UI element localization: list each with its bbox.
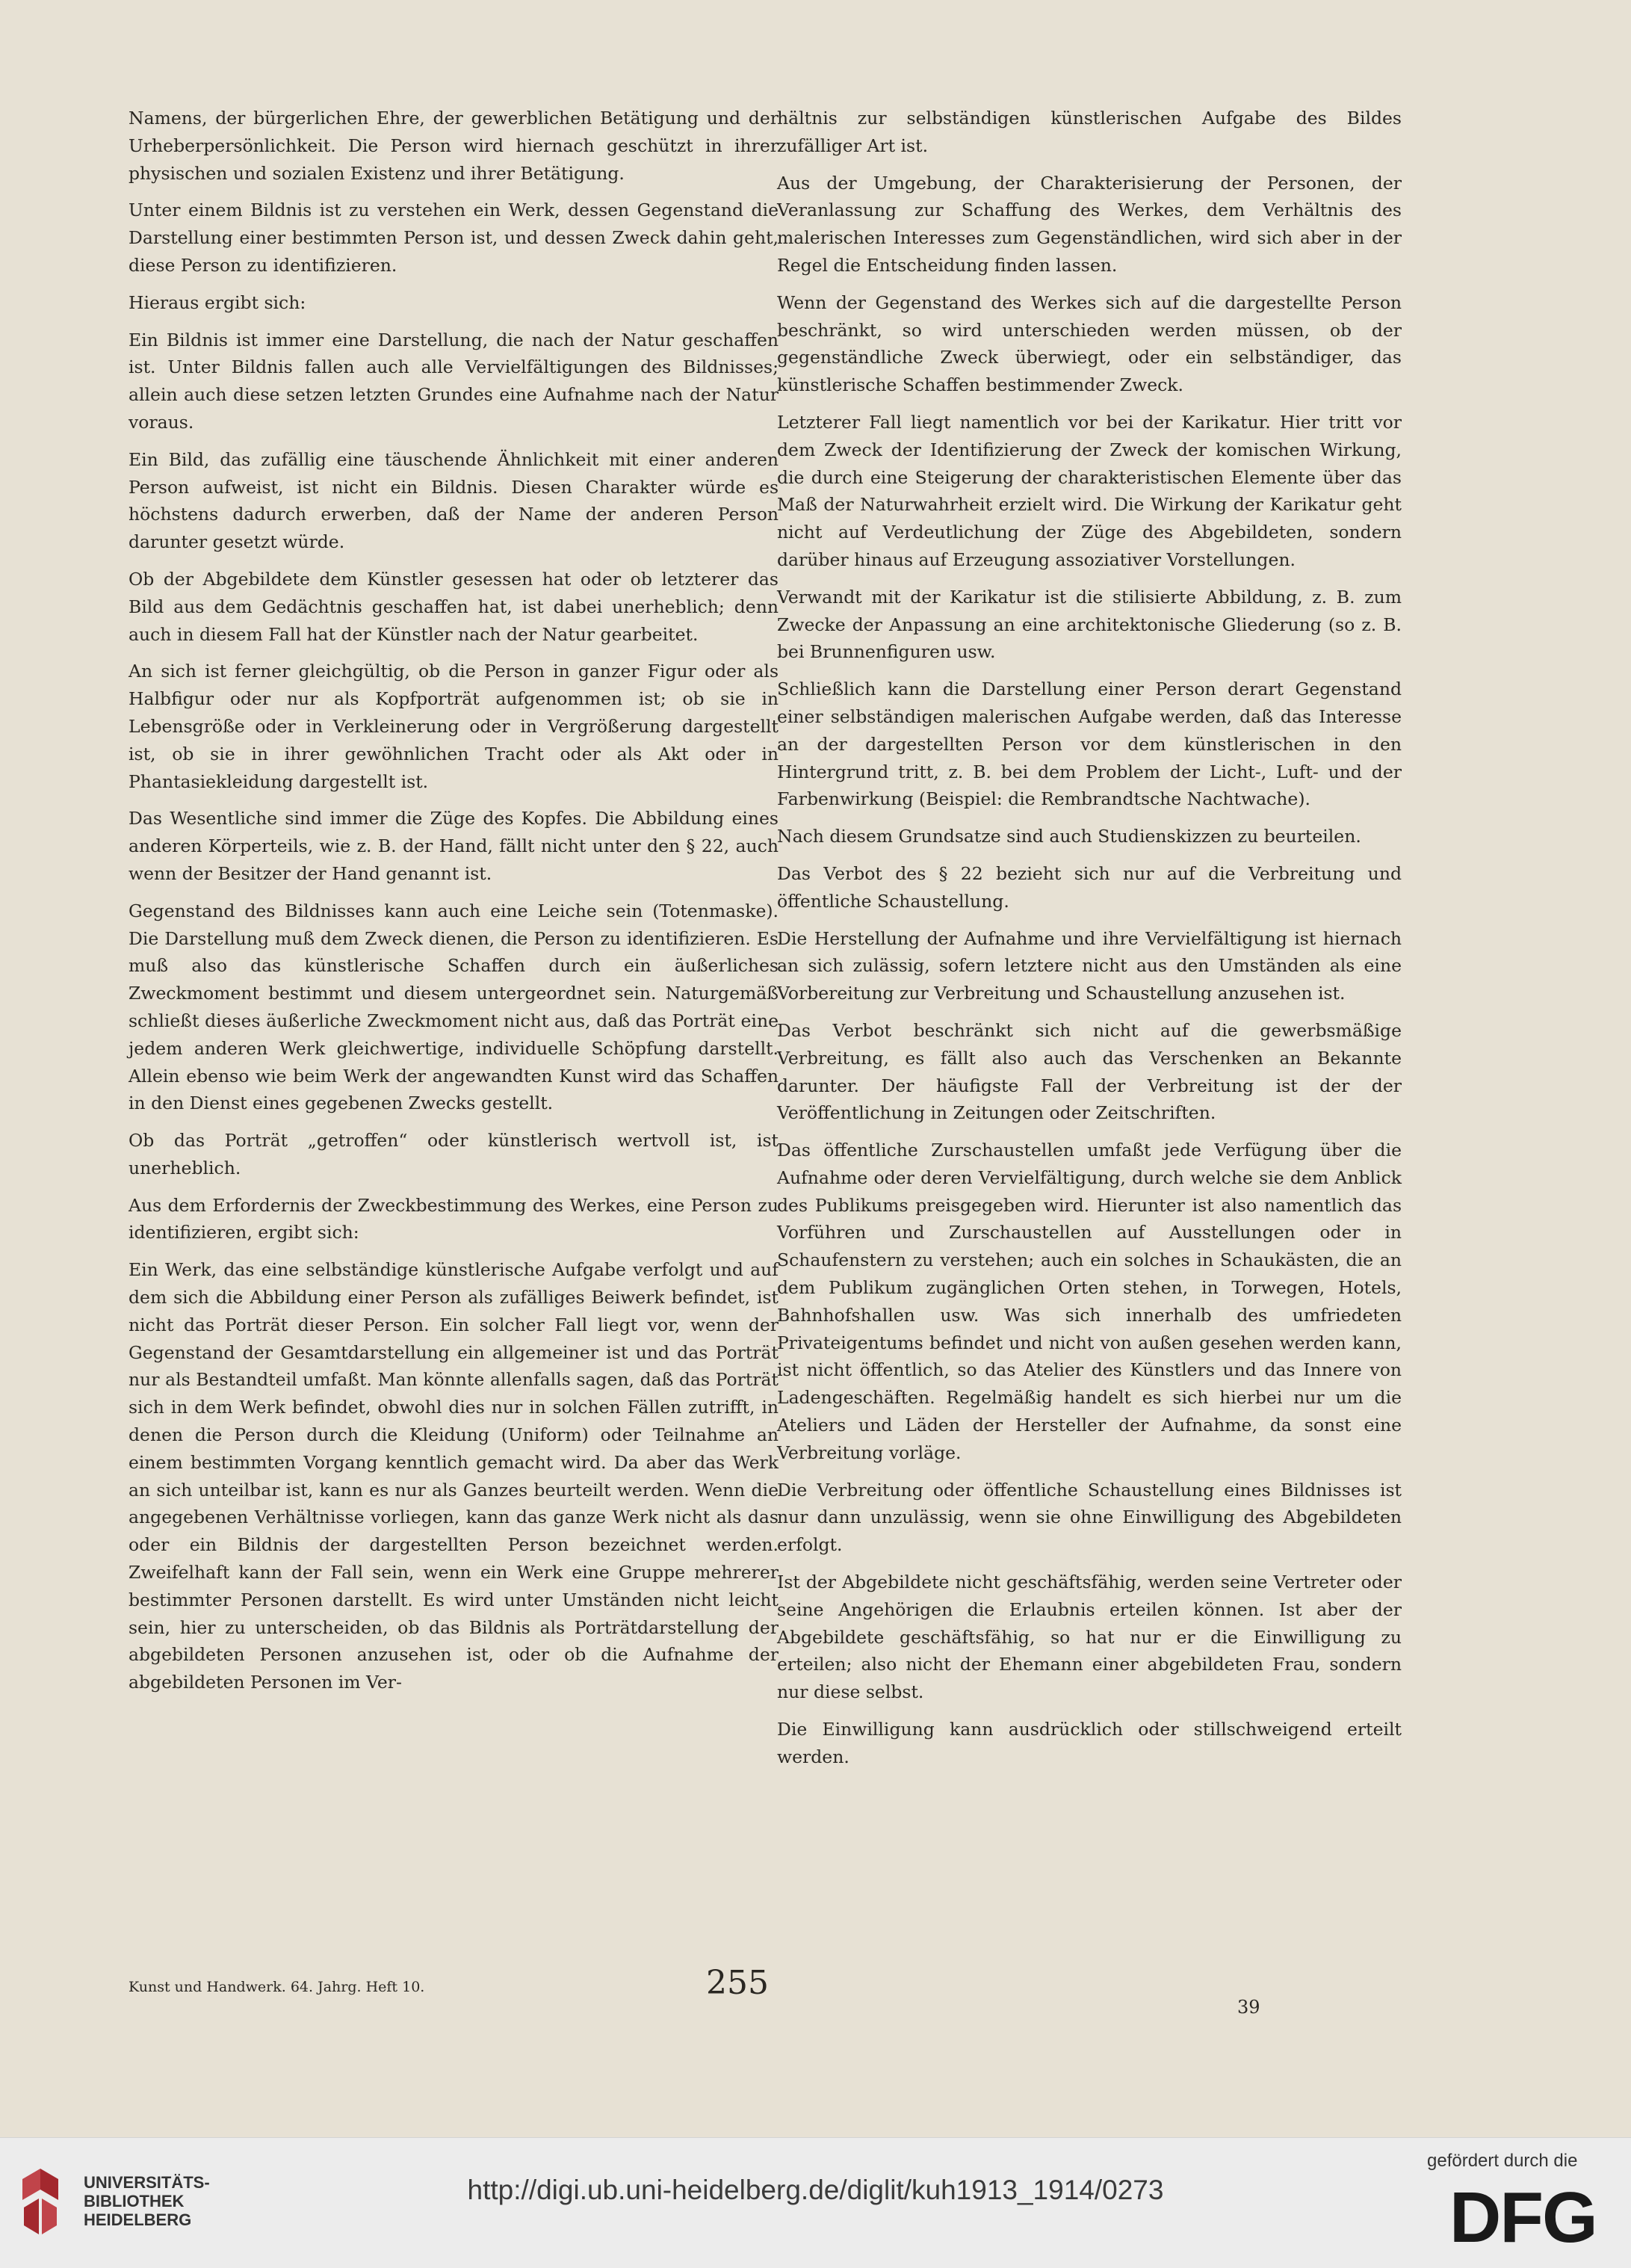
dfg-logo[interactable]: DFG	[1449, 2178, 1597, 2258]
page-number: 255	[706, 1964, 769, 2002]
paragraph: Schließlich kann die Darstellung einer Person derart Gegenstand einer selbständigen malerischen Aufgabe werden, daß das Interesse an der dargestellten Person vor dem künstlerischen in den Hintergrund tritt, z. B. bei dem Problem der Licht-, Luft- und der Farbenwirkung (Beispiel: die Rembrandtsche Nachtwache).	[777, 679, 1402, 810]
paragraph: Ob das Porträt „getroffen“ oder künstlerisch wertvoll ist, ist unerheblich.	[129, 1130, 779, 1178]
paragraph: Ein Bild, das zufällig eine täuschende Ähnlichkeit mit einer anderen Person aufweist, ist nicht ein Bildnis. Diesen Charakter würde es höchstens dadurch erwerben, daß der Name der anderen Person darunter gesetzt würde.	[129, 448, 779, 553]
library-name-line: UNIVERSITÄTS-	[84, 2173, 210, 2192]
paragraph: Aus dem Erfordernis der Zweckbestimmung des Werkes, eine Person zu identifizieren, ergibt sich:	[129, 1194, 779, 1243]
paragraph: Die Verbreitung oder öffentliche Schaustellung eines Bildnisses ist nur dann unzulässig, wenn sie ohne Einwilligung des Abgebildeten erfolgt.	[777, 1479, 1402, 1556]
library-name-line: BIBLIOTHEK	[84, 2192, 185, 2210]
paragraph: An sich ist ferner gleichgültig, ob die Person in ganzer Figur oder als Halbfigur oder nur als Kopfporträt aufgenommen ist; ob sie in Lebensgröße oder in Verkleinerung oder in Vergrößerung dargestellt ist, ob sie in ihrer gewöhnlichen Tracht oder als Akt oder in Phantasiekleidung dargestellt ist.	[129, 661, 779, 792]
paragraph: Das Wesentliche sind immer die Züge des Kopfes. Die Abbildung eines anderen Körperteils, wie z. B. der Hand, fällt nicht unter den § 22, auch wenn der Besitzer der Hand genannt ist.	[129, 808, 779, 884]
funded-by-label: gefördert durch die	[1427, 2151, 1578, 2171]
paragraph: Das Verbot beschränkt sich nicht auf die gewerbsmäßige Verbreitung, es fällt also auch das Verschenken an Bekannte darunter. Der häufigste Fall der Verbreitung ist der der Veröffentlichung in Zeitungen oder Zeitschriften.	[777, 1019, 1402, 1124]
left-column	[129, 105, 779, 1706]
permalink-url[interactable]: http://digi.ub.uni-heidelberg.de/diglit/kuh1913_1914/0273	[467, 2175, 1164, 2205]
paragraph: Ist der Abgebildete nicht geschäftsfähig, werden seine Vertreter oder seine Angehörigen die Erlaubnis erteilen können. Ist aber der Abgebildete geschäftsfähig, so hat nur er die Einwilligung zu erteilen; also nicht der Ehemann einer abgebildeten Frau, sondern nur diese selbst.	[777, 1572, 1402, 1703]
paragraph: Das öffentliche Zurschaustellen umfaßt jede Verfügung über die Aufnahme oder deren Vervielfältigung, durch welche sie dem Anblick des Publikums preisgegeben wird. Hierunter ist also namentlich das Vorführen und Zurschaustellen auf Ausstellungen oder in Schaufenstern zu verstehen; auch ein solches in Schaukästen, die an dem Publikum zugänglichen Orten stehen, in Torwegen, Hotels, Bahnhofshallen usw. Was sich innerhalb des umfriedeten Privateigentums befindet und nicht von außen gesehen werden kann, ist nicht öffentlich, so das Atelier des Künstlers und das Innere von Ladengeschäften. Regelmäßig handelt es sich hierbei nur um die Ateliers und Läden der Hersteller der Aufnahme, da sonst eine Verbreitung vorläge.	[777, 1140, 1402, 1463]
paragraph: Aus der Umgebung, der Charakterisierung der Personen, der Veranlassung zur Schaffung des Werkes, dem Verhältnis des malerischen Interesses zum Gegenständlichen, wird sich aber in der Regel die Entscheidung finden lassen.	[777, 172, 1402, 276]
paragraph: Ob der Abgebildete dem Künstler gesessen hat oder ob letzterer das Bild aus dem Gedächtnis geschaffen hat, ist dabei unerheblich; denn auch in diesem Fall hat der Künstler nach der Natur gearbeitet.	[129, 568, 779, 645]
paragraph: hältnis zur selbständigen künstlerischen Aufgabe des Bildes zufälliger Art ist.	[777, 108, 1402, 156]
paragraph: Unter einem Bildnis ist zu verstehen ein Werk, dessen Gegenstand die Darstellung einer bestimmten Person ist, und dessen Zweck dahin geht, diese Person zu identifizieren.	[129, 200, 779, 276]
paragraph: Ein Werk, das eine selbständige künstlerische Aufgabe verfolgt und auf dem sich die Abbildung einer Person als zufälliges Beiwerk befindet, ist nicht das Porträt dieser Person. Ein solcher Fall liegt vor, wenn der Gegenstand der Gesamtdarstellung ein allgemeiner ist und das Porträt nur als Bestandteil umfaßt. Man könnte allenfalls sagen, daß das Porträt sich in dem Werk befindet, obwohl dies nur in solchen Fällen zutrifft, in denen die Person durch die Kleidung (Uniform) oder Teilnahme an einem bestimmten Vorgang kenntlich gemacht wird. Da aber das Werk an sich unteilbar ist, kann es nur als Ganzes beurteilt werden. Wenn die angegebenen Verhältnisse vorliegen, kann das ganze Werk nicht als das oder ein Bildnis der dargestellten Person bezeichnet werden. Zweifelhaft kann der Fall sein, wenn ein Werk eine Gruppe mehrerer bestimmter Personen darstellt. Es wird unter Umständen nicht leicht sein, hier zu unterscheiden, ob das Bildnis als Porträtdarstellung der abgebildeten Personen anzusehen ist, oder ob die Aufnahme der abgebildeten Personen im Ver-	[129, 1259, 779, 1693]
paragraph: Wenn der Gegenstand des Werkes sich auf die dargestellte Person beschränkt, so wird unterschieden werden müssen, ob der gegenständliche Zweck überwiegt, oder ein selbständiger, das künstlerische Schaffen bestimmender Zweck.	[777, 291, 1402, 396]
paragraph: Namens, der bürgerlichen Ehre, der gewerblichen Betätigung und der Urheberpersönlichkeit. Die Person wird hiernach geschützt in ihrer physischen und sozialen Existenz und ihrer Betätigung.	[129, 108, 779, 184]
paragraph: Verwandt mit der Karikatur ist die stilisierte Abbildung, z. B. zum Zwecke der Anpassung an eine architektonische Gliederung (so z. B. bei Brunnenfiguren usw.	[777, 586, 1402, 663]
paragraph: Ein Bildnis ist immer eine Darstellung, die nach der Natur geschaffen ist. Unter Bildnis fallen auch alle Vervielfältigungen des Bildnisses; allein auch diese setzen letzten Grundes eine Aufnahme nach der Natur voraus.	[129, 329, 779, 433]
paragraph: Die Herstellung der Aufnahme und ihre Vervielfältigung ist hiernach an sich zulässig, sofern letztere nicht aus den Umständen als eine Vorbereitung zur Verbreitung und Schaustellung anzusehen ist.	[777, 927, 1402, 1004]
paragraph: Die Einwilligung kann ausdrücklich oder stillschweigend erteilt werden.	[777, 1719, 1402, 1767]
journal-footer: Kunst und Handwerk. 64. Jahrg. Heft 10.	[129, 1979, 425, 1995]
paragraph: Letzterer Fall liegt namentlich vor bei der Karikatur. Hier tritt vor dem Zweck der Identifizierung der Zweck der komischen Wirkung, die durch eine Steigerung der charakteristischen Elemente über das Maß der Naturwahrheit erzielt wird. Die Wirkung der Karikatur geht nicht auf Verdeutlichung der Züge des Abgebildeten, sondern darüber hinaus auf Erzeugung assoziativer Vorstellungen.	[777, 411, 1402, 570]
sheet-number: 39	[1237, 1997, 1260, 2018]
paragraph: Nach diesem Grundsatze sind auch Studienskizzen zu beurteilen.	[777, 826, 1361, 847]
paragraph: Hieraus ergibt sich:	[129, 291, 306, 313]
paragraph: Gegenstand des Bildnisses kann auch eine Leiche sein (Totenmaske). Die Darstellung muß dem Zweck dienen, die Person zu identifizieren. Es muß also das künstlerische Schaffen durch ein äußerliches Zweckmoment bestimmt und diesem untergeordnet sein. Naturgemäß schließt dieses äußerliche Zweckmoment nicht aus, daß das Porträt eine jedem anderen Werk gleichwertige, individuelle Schöpfung darstellt. Allein ebenso wie beim Werk der angewandten Kunst wird das Schaffen in den Dienst eines gegebenen Zwecks gestellt.	[129, 900, 779, 1114]
library-name-line: HEIDELBERG	[84, 2210, 192, 2229]
paragraph: Das Verbot des § 22 bezieht sich nur auf die Verbreitung und öffentliche Schaustellung.	[777, 862, 1402, 912]
right-column	[777, 105, 1402, 1781]
